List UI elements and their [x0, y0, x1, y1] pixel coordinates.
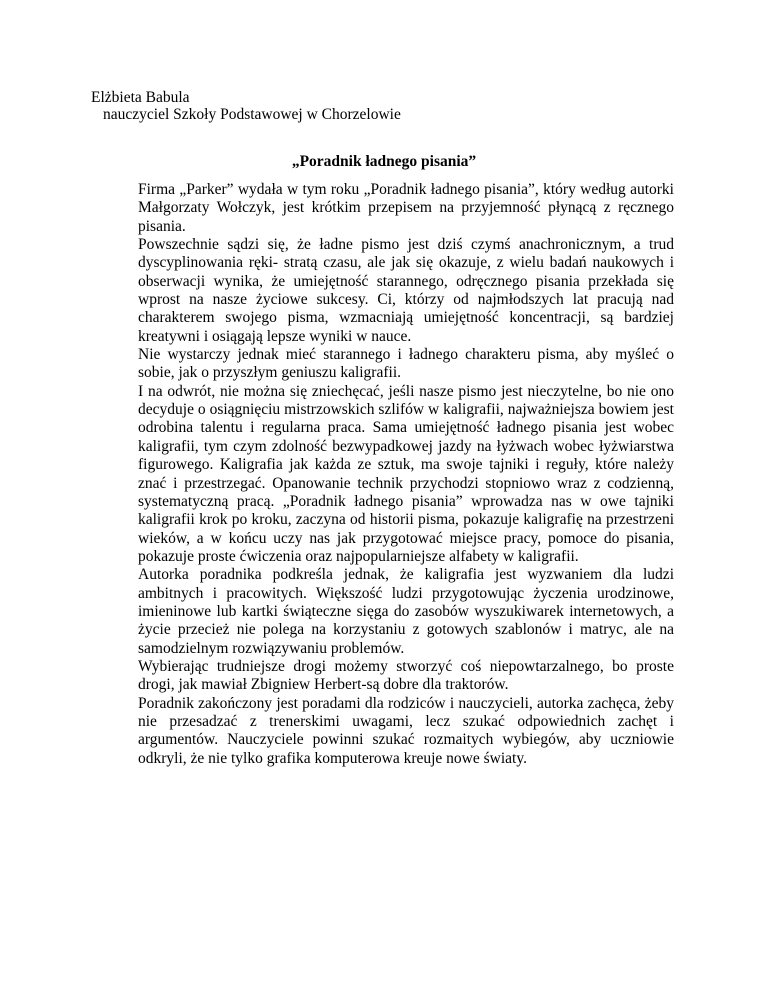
paragraph-intro: Firma „Parker” wydała w tym roku „Poradnik ładnego pisania”, który według autorki Małgorzaty Wołczyk, jest krótkim przepisem na przyjemność płynącą z ręcznego pisania.: [138, 181, 674, 235]
paragraph-author-emphasis: Autorka poradnika podkreśla jednak, że kaligrafia jest wyzwaniem dla ludzi ambitnych i pracowitych. Większość ludzi przygotowując życzenia urodzinowe, imieninowe lub kartki świąteczne sięga do zasobów wyszukiwarek internetowych, a życie przecież nie polega na korzystaniu z gotowych szablonów i matryc, ale na samodzielnym rozwiązywaniu problemów.: [138, 566, 674, 657]
paragraph-conclusion: Poradnik zakończony jest poradami dla rodziców i nauczycieli, autorka zachęca, żeby nie przesadzać z trenerskimi uwagami, lecz szukać odpowiednich zachęt i argumentów. Nauczyciele powinni szukać rozmaitych wybiegów, aby uczniowie odkryli, że nie tylko grafika komputerowa kreuje nowe światy.: [138, 694, 674, 767]
document-title: „Poradnik ładnego pisania”: [291, 153, 477, 170]
document-body: [138, 181, 674, 768]
paragraph-harder-roads: Wybierając trudniejsze drogi możemy stworzyć coś niepowtarzalnego, bo proste drogi, jak mawiał Zbigniew Herbert-są dobre dla traktorów.: [138, 657, 674, 694]
author-role: nauczyciel Szkoły Podstawowej w Chorzelowie: [103, 106, 401, 123]
paragraph-not-enough: Nie wystarczy jednak mieć starannego i ładnego charakteru pisma, aby myśleć o sobie, jak o przyszłym geniuszu kaligrafii.: [138, 346, 674, 382]
paragraph-common-belief: Powszechnie sądzi się, że ładne pismo jest dziś czymś anachronicznym, a trud dyscyplinowania ręki- stratą czasu, ale jak się okazuje, z wielu badań naukowych i obserwacji wynika, że umiejętność starannego, odręcznego pisania przekłada się wprost na nasze życiowe sukcesy. Ci, którzy od najmłodszych lat pracują nad charakterem swojego pisma, wzmacniają umiejętność koncentracji, są bardziej kreatywni i osiągają lepsze wyniki w nauce.: [138, 236, 674, 345]
paragraph-on-the-contrary: I na odwrót, nie można się zniechęcać, jeśli nasze pismo jest nieczytelne, bo nie ono decyduje o osiągnięciu mistrzowskich szlifów w kaligrafii, najważniejsza bowiem jest odrobina talentu i regularna praca. Sama umiejętność ładnego pisania jest wobec kaligrafii, tym czym zdolność bezwypadkowej jazdy na łyżwach wobec łyżwiarstwa figurowego. Kaligrafia jak każda ze sztuk, ma swoje tajniki i reguły, które należy znać i przestrzegać. Opanowanie technik przychodzi stopniowo wraz z codzienną, systematyczną pracą. „Poradnik ładnego pisania” wprowadza nas w owe tajniki kaligrafii krok po kroku, zaczyna od historii pisma, pokazuje kaligrafię na przestrzeni wieków, a w końcu uczy nas jak przygotować miejsce pracy, pomoce do pisania, pokazuje proste ćwiczenia oraz najpopularniejsze alfabety w kaligrafii.: [138, 382, 674, 565]
author-name: Elżbieta Babula: [91, 89, 190, 106]
